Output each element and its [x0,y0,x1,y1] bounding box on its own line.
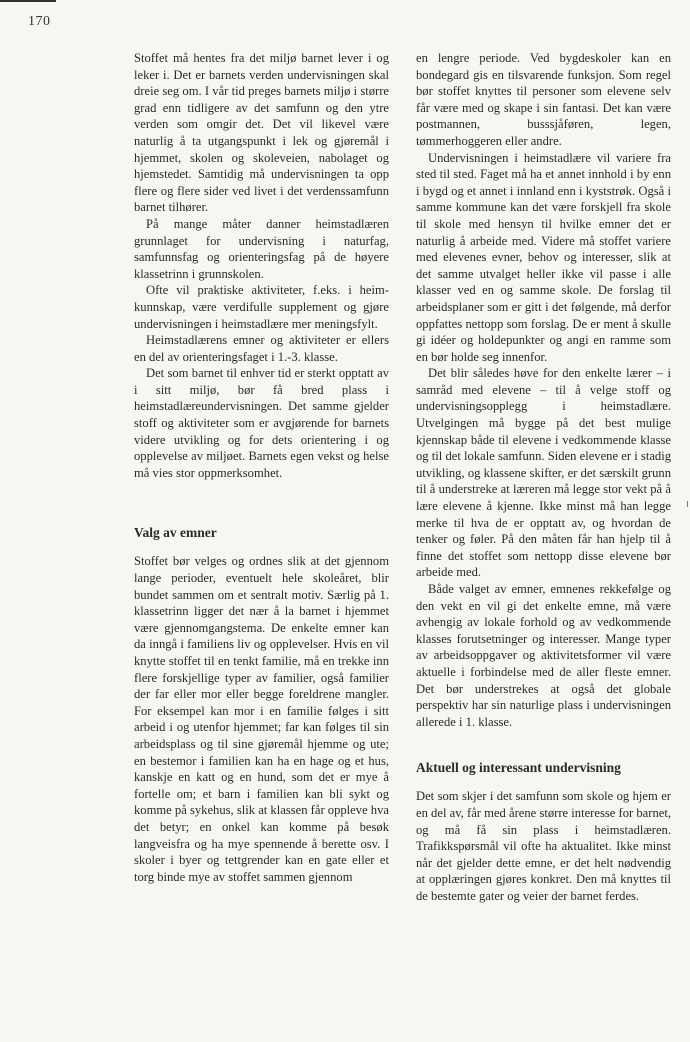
paragraph: Heimstadlærens emner og aktiviteter er ellers en del av orienteringsfaget i 1.-3. klasse. [134,333,389,364]
paragraph: Stoffet bør velges og ordnes slik at det gjennom lange perioder, eventuelt hele skoleåret, blir bundet sammen om et sentralt motiv. Særlig på 1. klassetrinn ligger det nær å la barnet i hjemmet være gjennomgangstema. De enkelte emner kan da inngå i familiens liv og opplevelser. Hvis en vil knytte stoffet til en tenkt familie, må en trekke inn flere forskjellige typer av familier, også familier der far eller mor eller begge foreldrene mangler. For eksempel kan mor i en familie følges i sitt arbeid i og utenfor hjemmet; far kan følges til sin arbeidsplass og til sine gjøremål hjemme og ute; en bestemor i familien kan ha en hage og et hus, kanskje en katt og en hund, som det er mye å fortelle om; et barn i familien kan bli sykt og komme på sykehus, slik at klassen får oppleve hva det betyr; en onkel kan komme på besøk langveisfra og ha mye spennende å berette osv. I skoler i byer og tettgrender kan en gate eller et torg binde mye av stoffet sammen gjennom [134,554,389,884]
page-number: 170 [28,14,51,29]
paragraph: Ofte vil praktiske aktiviteter, f.eks. i heimkunnskap, være verdifulle supplement og gjøre undervisningen i heimstadlære mer meningsfylt. [134,283,389,331]
paragraph: Det som skjer i det samfunn som skole og hjem er en del av, får med årene større interesse for barnet, og må få sin plass i heimstadlæren. Trafikkspørsmål vil ofte ha aktualitet. Ikke minst når det gjelder dette emne, er det helt nødvendig at opplæringen gjøres konkret. Den må knyttes til de bestemte gater og veier der barnet ferdes. [416,789,671,903]
paragraph: Både valget av emner, emnenes rekkefølge og den vekt en vil gi det enkelte emne, må være avhengig av lokale forhold og av vedkommende klasses forutsetninger og interesser. Mange typer av arbeidsoppgaver og aktivitetsformer vil være aktuelle i forbindelse med de aller fleste emner. Det bør understrekes at også det globale perspektiv har sin naturlige plass i undervisningen allerede i 1. klasse. [416,582,671,729]
right-column [416,50,671,905]
top-rule [0,0,56,2]
paragraph: På mange måter danner heimstadlæren grunnlaget for undervisning i naturfag, samfunnsfag og orienteringsfag på de høyere klassetrinn i grunnskolen. [134,216,389,281]
left-column [134,50,389,885]
paragraph: Det blir således høve for den enkelte lærer – i samråd med elevene – til å velge stoff og undervisningsopplegg i heimstadlære. Utvelgingen må bygge på det best mulige kjennskap både til elevene i vedkommende klasse og til det lokale samfunn. Siden elevene er i stadig utvikling, og klassene skifter, er det særskilt grunn til å understreke at læreren må legge stor vekt på å lære elevene å kjenne. Ikke minst må han legge merke til hva de er opptatt av, og hvordan de tenker og føler. På den måten får han hjelp til å finne det stoffet som nettopp disse elevene bør arbeide med. [416,366,671,580]
paragraph: Stoffet må hentes fra det miljø barnet lever i og leker i. Det er barnets verden undervisningen skal dreie seg om. I vår tid preges barnets miljø i større grad enn tidligere av det samfunn og den ytre verden som omgir det. Det vil likevel være naturlig å ta utgangspunkt i lek og gjøremål i hjemmet, skolen og skoleveien, nabolaget og hjemstedet. Samtidig må undervisningen ta opp flere og flere sider ved livet i det verdenssamfunn barnet tilhører. [134,51,389,215]
paragraph: Det som barnet til enhver tid er sterkt opptatt av i sitt miljø, bør få bred plass i heimstadlæreundervisningen. Det samme gjelder stoff og aktiviteter som er avgjørende for barnets videre utvikling og for dets orientering i og opplevelse av miljøet. Barnets egen vekst og helse må vies stor oppmerksomhet. [134,366,389,480]
paragraph: en lengre periode. Ved bygdeskoler kan en bondegard gis en tilsvarende funksjon. Som regel bør stoffet knyttes til personer som elevene selv får være med og skape i sin fantasi. Det kan være postmannen, busssjåføren, legen, tømmerhoggeren eller andre. [416,51,671,148]
paragraph: Undervisningen i heimstadlære vil variere fra sted til sted. Faget må ha et annet innhold i by enn i bygd og et annet i innland enn i kyststrøk. Også i samme kommune kan det være forskjell fra skole til skole med hensyn til hvilke emner det er naturlig å arbeide med. Videre må stoffet variere med elevenes evner, behov og interesser, slik at det samme utvalget heller ikke vil passe i alle klasser ved en og samme skole. De forslag til arbeidsplaner som er gitt i det følgende, må derfor oppfattes nettopp som forslag. De er ment å skulle gi idéer og holdepunkter og angi en ramme som en bør holde seg innenfor. [416,150,671,364]
margin-mark [687,501,688,507]
section-heading-aktuell-undervisning: Aktuell og interessant undervisning [416,760,621,776]
section-heading-valg-av-emner: Valg av emner [134,525,217,541]
